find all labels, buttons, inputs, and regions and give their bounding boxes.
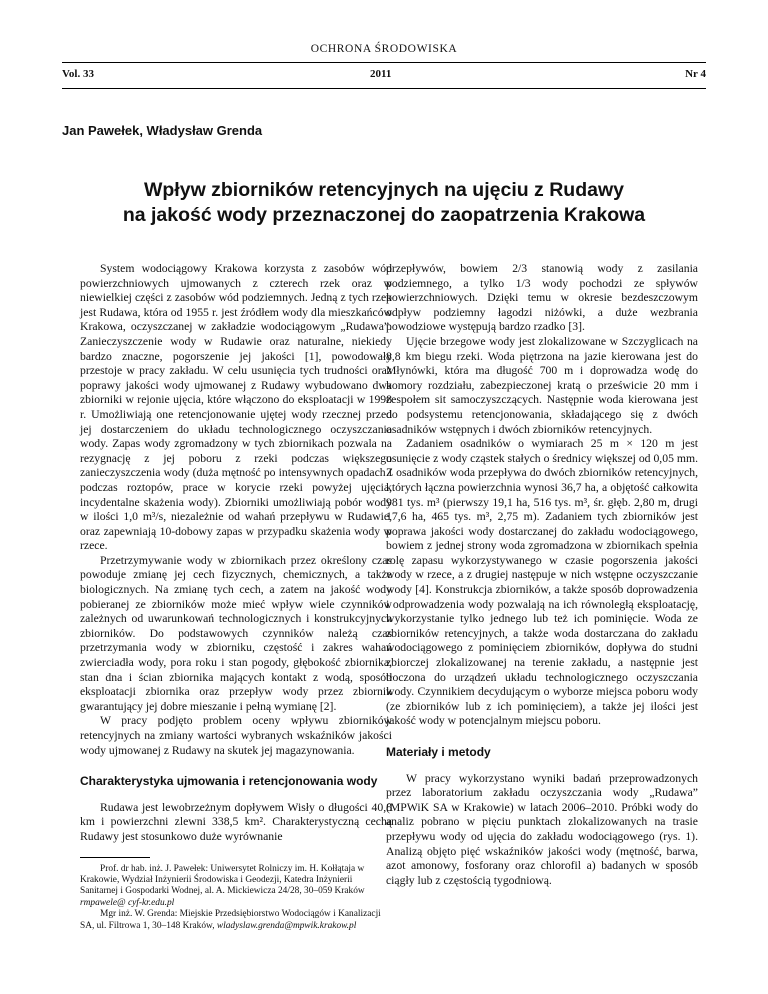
article-title (100, 178, 668, 228)
footnote-author-2 (80, 909, 392, 932)
volume-label: Vol. 33 (62, 68, 94, 80)
header-rule (62, 62, 706, 63)
footnote-text: Prof. dr hab. inż. J. Pawełek: Uniwersytet Rolniczy im. H. Kołłątaja w Krakowie, Wydział Inżynierii Środowiska i Geodezji, Katedra Inżynierii Sanitarnej i Gospodarki Wodnej, al. A. Mickiewicza 24/28, 30–059 Kraków (80, 863, 365, 897)
left-column (80, 262, 392, 932)
footnote-email[interactable]: rmpawele@ cyf-kr.edu.pl (80, 897, 175, 908)
paragraph: System wodociągowy Krakowa korzysta z zasobów wód powierzchniowych ujmowanych z czterech rzek oraz w niewielkiej części z zasobów wód podziemnych. Jedną z tych rzek jest Rudawa, która od 1955 r. jest źródłem wody dla mieszkańców Krakowa, oczyszczanej w zakładzie wodociągowym „Rudawa”. Zanieczyszczenie wody w Rudawie oraz naturalne, niekiedy bardzo znaczne, pogorszenie jej jakości [1], powodowały przestoje w pracy zakładu. W celu usunięcia tych trudności oraz poprawy jakości wody ujmowanej z Rudawy wybudowano dwa zbiorniki w rejonie ujęcia, które włączono do eksploatacji w 1998 r. Umożliwiają one retencjonowanie ujętej wody rzecznej przed jej dostarczeniem do układu technologicznego oczyszczania wody. Zapas wody zgromadzony w tych zbiornikach pozwala na rezygnację z jej poboru z rzeki podczas większego zanieczyszczenia wody (duża mętność po intensywnych opadach i podczas roztopów, prace w korycie rzeki powyżej ujęcia, incydentalne skażenia wody). Zbiorniki umożliwiają pobór wody w ilości 1,0 m³/s, niezależnie od wahań przepływu w Rudawie, oraz zapewniają 10-dobowy zapas w przypadku skażenia wody w rzece. (80, 262, 392, 553)
section-heading: Charakterystyka ujmowania i retencjonowania wody (80, 774, 378, 789)
paragraph: Zadaniem osadników o wymiarach 25 m × 120 m jest usunięcie z wody cząstek stałych o średnicy większej od 0,05 mm. Z osadników woda przepływa do dwóch zbiorników retencyjnych, których łączna powierzchnia wynosi 36,7 ha, a objętość całkowita 981 tys. m³ (pierwszy 19,1 ha, 516 tys. m³, śr. głęb. 2,80 m, drugi 17,6 ha, 465 tys. m³, 2,75 m). Zadaniem tych zbiorników jest poprawa jakości wody dostarczanej do zakładu wodociągowego, bowiem z jednej strony woda zgromadzona w zbiornikach spełnia rolę zapasu wykorzystywanego w czasie pogorszenia jakości wody w rzece, a z drugiej następuje w nich wstępne oczyszczanie wody [4]. Konstrukcja zbiorników, a także sposób doprowadzenia i odprowadzenia wody pozwalają na ich równoległą eksploatację, wykorzystanie tylko jednego lub też ich pominięcie. Woda ze zbiorników retencyjnych, a także woda dostarczana do zakładu wodociągowego z pominięciem zbiorników, dopływa do studni zbiorczej zlokalizowanej na terenie zakładu, a następnie jest tłoczona do urządzeń układu technologicznego oczyszczania wody. Czynnikiem decydującym o wyborze miejsca poboru wody (ze zbiorników lub z ich pominięciem), a także jej ilości jest jakość wody w potencjalnym miejscu poboru. (386, 437, 698, 728)
year-label: 2011 (370, 68, 392, 80)
journal-name: OCHRONA ŚRODOWISKA (310, 43, 458, 55)
right-column (386, 262, 698, 888)
paragraph: Przetrzymywanie wody w zbiornikach przez określony czas powoduje zmianę jej cech fizycznych, chemicznych, a także biologicznych. Na zmianę tych cech, a zatem na jakość wody pobieranej ze zbiorników może mieć wpływ wiele czynników zależnych od uwarunkowań technologicznych i konstrukcyjnych zbiorników. Do podstawowych czynników należą czas przetrzymania wody w zbiorniku, częstość i zakres wahań zwierciadła wody, pora roku i stan pogody, głębokość zbiornika, stan dna i ścian zbiornika mających kontakt z wodą, sposób eksploatacji zbiornika oraz przepływ wody przez zbiornik gwarantujący jej dobre mieszanie i pełną wymianę [2]. (80, 553, 392, 713)
section-heading: Materiały i metody (386, 745, 491, 759)
title-line-2: na jakość wody przeznaczonej do zaopatrzenia Krakowa (122, 204, 646, 226)
paragraph: Ujęcie brzegowe wody jest zlokalizowane w Szczyglicach na 8,8 km biegu rzeki. Woda piętrzona na jazie kierowana jest do Młynówki, która ma długość 700 m i doprowadza wodę do komory rozdziału, zabezpieczonej kratą o prześwicie 20 mm i zespołem sit samoczyszczących. Następnie woda kierowana jest do podsystemu retencjonowania, składającego się z dwóch osadników wstępnych i dwóch zbiorników retencyjnych. (386, 334, 698, 436)
title-line-1: Wpływ zbiorników retencyjnych na ujęciu z Rudawy (143, 179, 624, 201)
issue-number: Nr 4 (685, 68, 706, 80)
paragraph: przepływów, bowiem 2/3 stanowią wody z zasilania podziemnego, a tylko 1/3 wody pochodzi ze spływów powierzchniowych. Dzięki temu w okresie bezdeszczowym odpływ podziemny łagodzi niżówki, a duże wezbrania powodziowe występują bardzo rzadko [3]. (386, 262, 698, 334)
article-authors: Jan Pawełek, Władysław Grenda (62, 123, 263, 138)
paragraph: Rudawa jest lewobrzeżnym dopływem Wisły o długości 40,8 km i powierzchni zlewni 338,5 km². Charakterystyczną cechą Rudawy jest stosunkowo duże wyrównanie (80, 800, 392, 843)
footnote-text: Mgr inż. W. Grenda: Miejskie Przedsiębiorstwo Wodociągów i Kanalizacji SA, ul. Filtrowa 1, 30–148 Kraków, (80, 909, 381, 931)
paragraph: W pracy wykorzystano wyniki badań przeprowadzonych przez laboratorium zakładu oczyszczania wody „Rudawa” (MPWiK SA w Krakowie) w latach 2006–2010. Próbki wody do analiz pobrano w pięciu punktach zlokalizowanych na trasie przepływu wody od ujęcia do zakładu wodociągowego (rys. 1). Analizą objęto pięć wskaźników jakości wody (mętność, barwa, azot amonowy, fosforany oraz chlorofil a) badanych w sposób ciągły lub z częstością tygodniową. (386, 771, 698, 887)
footnote-author-1 (80, 864, 392, 910)
paragraph: W pracy podjęto problem oceny wpływu zbiorników retencyjnych na zmiany wartości wybranych wskaźników jakości wody ujmowanej z Rudawy na skutek jej magazynowania. (80, 714, 392, 757)
meta-rule (62, 88, 706, 89)
footnote-rule (80, 857, 150, 858)
footnote-email[interactable]: wladyslaw.grenda@mpwik.krakow.pl (216, 920, 357, 931)
